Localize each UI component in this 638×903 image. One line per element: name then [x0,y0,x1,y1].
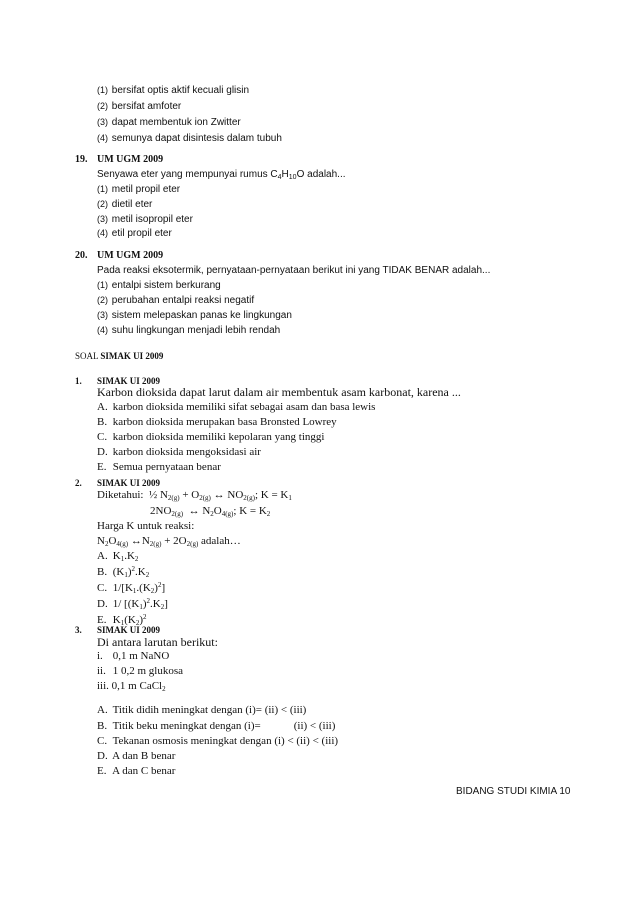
list-item: iii. 0,1 m CaCl$_2$ [97,680,166,693]
section-heading: SOAL SIMAK UI 2009 [75,351,164,361]
list-item: C. Tekanan osmosis meningkat dengan (i) < (ii) < (iii) [97,735,339,747]
question-header: 3. SIMAK UI 2009 [75,625,161,635]
list-item: (2) dietil eter [97,199,153,210]
equation-line-2: $2NO_{2(g)}$ ↔ $N_2O_{4(g)}$; $K = K_2$ [150,505,271,518]
list-item: D. A dan B benar [97,750,176,762]
list-item: A. $K_1.K_2$ [97,550,139,563]
question-stem: Karbon dioksida dapat larut dalam air membentuk asam karbonat, karena ... [97,385,461,399]
list-item: i. 0,1 m NaNO [97,650,170,662]
list-item: C. karbon dioksida memiliki kepolaran yang tinggi [97,431,325,443]
list-item: (3) dapat membentuk ion Zwitter [97,117,241,128]
list-item: D. 1/ $[(K_1)^2.K_2]$ [97,597,168,611]
equation-line-1: Diketahui: ½ $N_{2(g)} + O_{2(g)}$ ↔ $NO_{2(g)}$; $K = K_1$ [97,489,292,502]
list-item: C. $1/[K_1.(K_2)^2]$ [97,581,166,595]
list-item: D. karbon dioksida mengoksidasi air [97,446,261,458]
question-stem: Senyawa eter yang mempunyai rumus $C_4H_{10}O$ adalah... [97,169,346,181]
question-header: 1. SIMAK UI 2009 [75,376,161,386]
list-item: (4) etil propil eter [97,228,172,239]
list-item: (2) bersifat amfoter [97,101,182,112]
equation-line-3: $N_2O_{4(g)}$ $\leftrightarrow N_{2(g)} + 2O_{2(g)}$ adalah… [97,535,241,548]
list-item: ii. 1 0,2 m glukosa [97,665,184,677]
list-item: B. Titik beku meningkat dengan (i)= (ii) < (iii) [97,720,336,732]
question-header: 2. SIMAK UI 2009 [75,478,161,488]
question-header: 20. UM UGM 2009 [75,250,164,261]
question-stem: Di antara larutan berikut: [97,635,218,649]
list-item: A. karbon dioksida memiliki sifat sebagai asam dan basa lewis [97,401,376,413]
list-item: (4) semunya dapat disintesis dalam tubuh [97,133,282,144]
list-item: (3) metil isopropil eter [97,214,193,225]
list-item: (1) bersifat optis aktif kecuali glisin [97,85,250,96]
question-stem: Pada reaksi eksotermik, pernyataan-pernyataan berikut ini yang TIDAK BENAR adalah... [97,265,491,276]
list-item: (1) metil propil eter [97,184,181,195]
list-item: E. Semua pernyataan benar [97,461,221,473]
question-prompt: Harga K untuk reaksi: [97,520,195,532]
page-footer: BIDANG STUDI KIMIA 10 [456,786,571,797]
list-item: B. $(K_1)^2.K_2$ [97,565,150,579]
list-item: B. karbon dioksida merupakan basa Bronsted Lowrey [97,416,337,428]
list-item: E. A dan C benar [97,765,176,777]
list-item: (3) sistem melepaskan panas ke lingkungan [97,310,292,321]
list-item: (4) suhu lingkungan menjadi lebih rendah [97,325,281,336]
question-header: 19. UM UGM 2009 [75,154,164,165]
list-item: (2) perubahan entalpi reaksi negatif [97,295,255,306]
list-item: (1) entalpi sistem berkurang [97,280,221,291]
list-item: E. $K_1(K_2)^2$ [97,613,147,627]
list-item: A. Titik didih meningkat dengan (i)= (ii) < (iii) [97,704,307,716]
